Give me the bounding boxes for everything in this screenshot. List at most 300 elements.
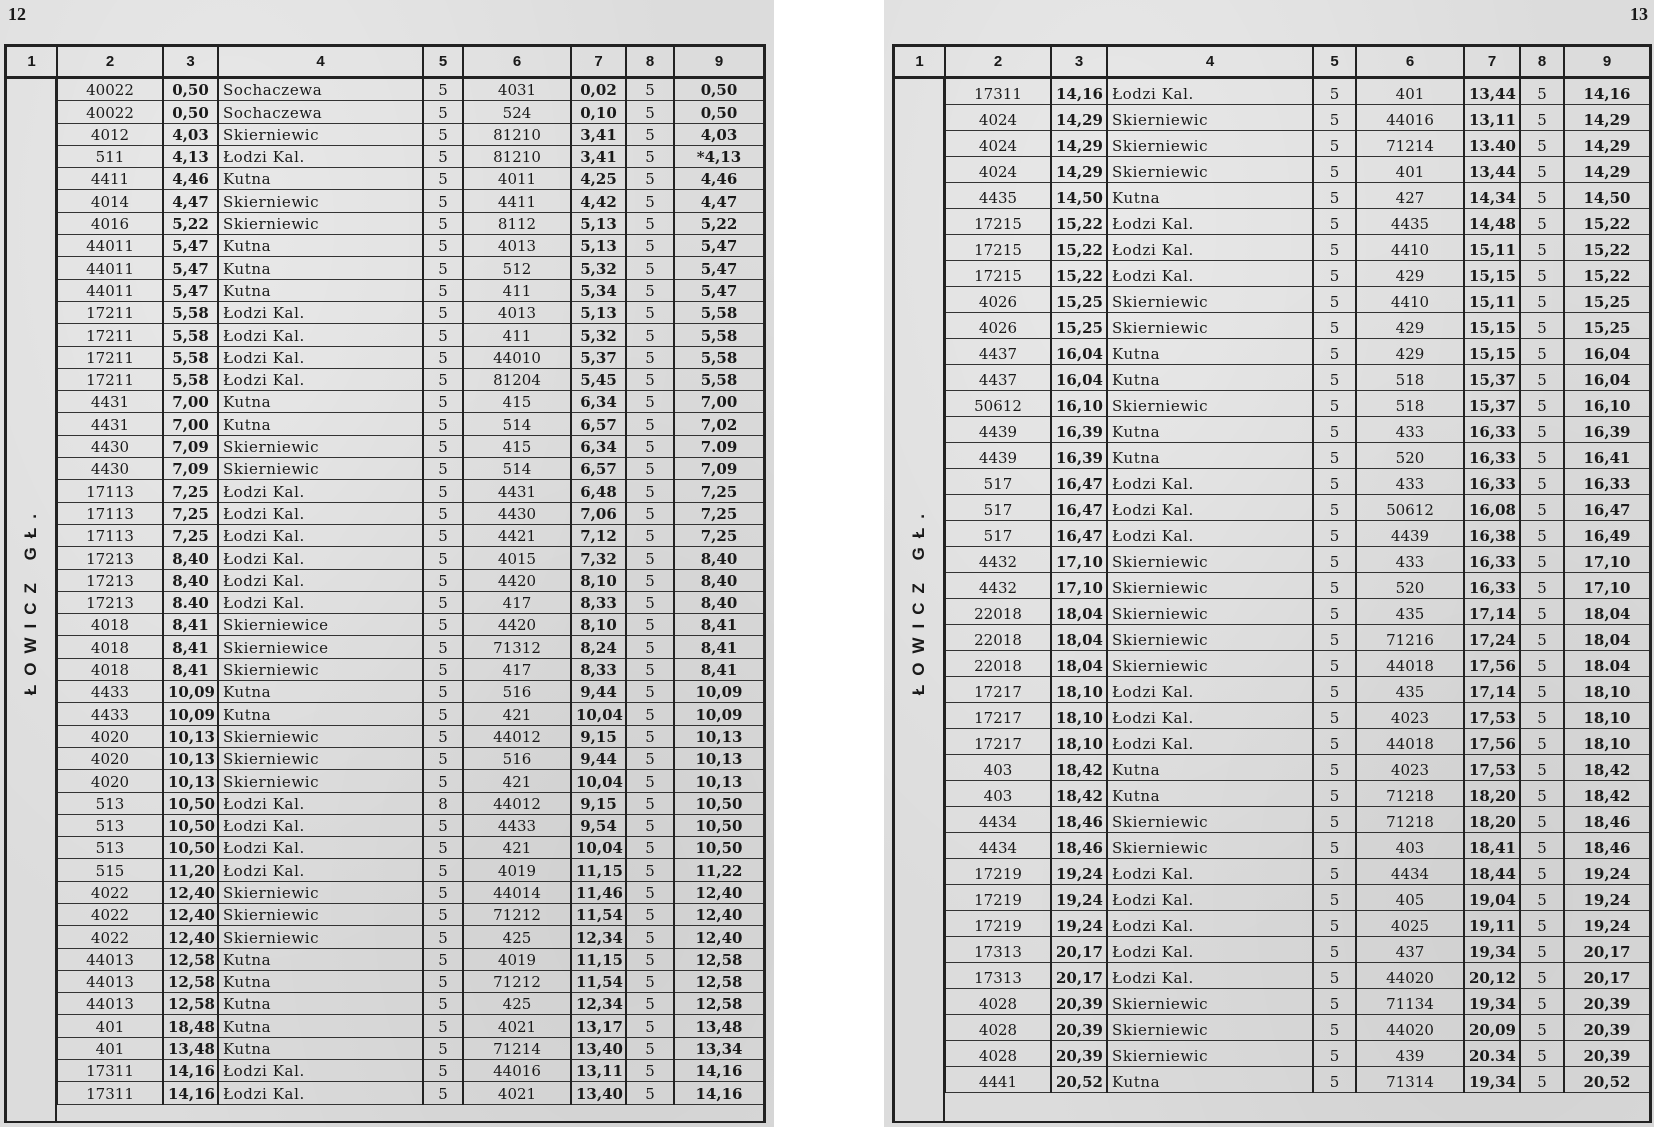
class-cell: 5 [626,569,674,591]
table-row [895,417,1649,443]
train-number-cell: 4433 [57,681,163,703]
class-cell: 5 [423,257,463,279]
arrival-time-cell: 10,04 [571,837,626,859]
train-number-cell: 4022 [57,903,163,925]
table-row [7,614,763,636]
connection-departure-cell: 14,29 [1564,105,1649,131]
departure-time-cell: 15,25 [1051,313,1107,339]
class-cell: 5 [423,279,463,301]
class-cell: 5 [423,770,463,792]
class-cell: 5 [1520,495,1564,521]
connection-departure-cell: 5,58 [674,324,763,346]
arrival-time-cell: 4,42 [571,190,626,212]
class-cell: 5 [1313,78,1356,105]
table-row [7,123,763,145]
connecting-train-cell: 4025 [1356,911,1464,937]
connecting-train-cell: 44018 [1356,729,1464,755]
train-number-cell: 4439 [945,417,1051,443]
table-row [895,911,1649,937]
class-cell: 5 [626,324,674,346]
class-cell: 5 [423,614,463,636]
train-number-cell: 4434 [945,807,1051,833]
class-cell: 5 [423,324,463,346]
column-header-7: 7 [571,47,626,78]
table-row [895,261,1649,287]
class-cell: 5 [1520,339,1564,365]
arrival-time-cell: 9,15 [571,725,626,747]
connecting-train-cell: 44016 [1356,105,1464,131]
connecting-train-cell: 520 [1356,443,1464,469]
train-number-cell: 517 [945,495,1051,521]
departure-time-cell: 20,52 [1051,1067,1107,1093]
table-row [895,677,1649,703]
class-cell: 5 [423,970,463,992]
connecting-train-cell: 4421 [463,524,571,546]
departure-time-cell: 16,39 [1051,443,1107,469]
arrival-time-cell: 10,04 [571,703,626,725]
connection-departure-cell: 16,47 [1564,495,1649,521]
table-row [7,1060,763,1082]
class-cell: 5 [1520,859,1564,885]
connection-departure-cell: 5,47 [674,279,763,301]
table-row [895,651,1649,677]
column-header-1: 1 [895,47,945,78]
departure-time-cell: 14,16 [1051,78,1107,105]
departure-time-cell: 18,04 [1051,599,1107,625]
departure-time-cell: 4,47 [163,190,218,212]
direction-cell: Kutna [218,1015,423,1037]
class-cell: 5 [1313,209,1356,235]
connection-departure-cell: 5,22 [674,212,763,234]
class-cell: 5 [626,948,674,970]
departure-time-cell: 18,10 [1051,677,1107,703]
table-row [7,725,763,747]
train-number-cell: 44013 [57,948,163,970]
class-cell: 5 [1313,677,1356,703]
direction-cell: Łodzi Kal. [218,368,423,390]
class-cell: 5 [423,926,463,948]
arrival-time-cell: 7,06 [571,502,626,524]
class-cell: 5 [626,1060,674,1082]
connection-departure-cell: 14,16 [1564,78,1649,105]
connection-departure-cell: 0,50 [674,101,763,123]
departure-time-cell: 15,22 [1051,235,1107,261]
column-header-2: 2 [57,47,163,78]
table-row [7,970,763,992]
table-row [7,658,763,680]
connecting-train-cell: 4013 [463,235,571,257]
arrival-time-cell: 5,45 [571,368,626,390]
station-name: ŁOWICZ GŁ. [21,504,40,696]
arrival-time-cell: 14,48 [1464,209,1520,235]
class-cell: 5 [1520,599,1564,625]
connection-departure-cell: 16,41 [1564,443,1649,469]
class-cell: 5 [423,123,463,145]
departure-time-cell: 16,04 [1051,339,1107,365]
table-row [7,524,763,546]
train-number-cell: 4024 [945,157,1051,183]
connecting-train-cell: 435 [1356,599,1464,625]
train-number-cell: 17213 [57,569,163,591]
class-cell: 5 [1313,859,1356,885]
class-cell: 5 [423,547,463,569]
table-row [895,781,1649,807]
connection-departure-cell: 4,46 [674,168,763,190]
class-cell: 5 [1520,807,1564,833]
connecting-train-cell: 437 [1356,937,1464,963]
class-cell: 5 [1520,78,1564,105]
class-cell: 5 [626,145,674,167]
column-header-8: 8 [626,47,674,78]
departure-time-cell: 8,41 [163,636,218,658]
train-number-cell: 17213 [57,591,163,613]
departure-time-cell: 20,17 [1051,963,1107,989]
train-number-cell: 4441 [945,1067,1051,1093]
class-cell: 5 [626,591,674,613]
direction-cell: Łodzi Kal. [218,547,423,569]
connection-departure-cell: 12,58 [674,948,763,970]
train-number-cell: 4437 [945,365,1051,391]
arrival-time-cell: 12,34 [571,926,626,948]
connection-departure-cell: 5,47 [674,257,763,279]
train-number-cell: 401 [57,1015,163,1037]
train-number-cell: 17215 [945,209,1051,235]
connecting-train-cell: 44010 [463,346,571,368]
train-number-cell: 4433 [57,703,163,725]
train-number-cell: 17219 [945,885,1051,911]
connection-departure-cell: 8,40 [674,547,763,569]
column-header-1: 1 [7,47,57,78]
arrival-time-cell: 5,32 [571,257,626,279]
arrival-time-cell: 14,34 [1464,183,1520,209]
arrival-time-cell: 13,11 [1464,105,1520,131]
class-cell: 5 [626,970,674,992]
train-number-cell: 4431 [57,413,163,435]
class-cell: 5 [423,78,463,101]
connecting-train-cell: 71134 [1356,989,1464,1015]
table-row [895,885,1649,911]
arrival-time-cell: 20.34 [1464,1041,1520,1067]
arrival-time-cell: 7,12 [571,524,626,546]
table-row [7,101,763,123]
class-cell: 5 [626,435,674,457]
departure-time-cell: 5,58 [163,301,218,323]
connection-departure-cell: 18,04 [1564,599,1649,625]
class-cell: 5 [1520,365,1564,391]
connection-departure-cell: 8,40 [674,569,763,591]
departure-time-cell: 19,24 [1051,911,1107,937]
table-row [7,703,763,725]
connecting-train-cell: 429 [1356,339,1464,365]
table-row [895,391,1649,417]
direction-cell: Skierniewic [218,458,423,480]
train-number-cell: 513 [57,837,163,859]
class-cell: 5 [423,480,463,502]
table-row [895,235,1649,261]
direction-cell: Łodzi Kal. [1107,703,1313,729]
departure-time-cell: 4,03 [163,123,218,145]
class-cell: 5 [1520,183,1564,209]
class-cell: 5 [1313,937,1356,963]
table-row [895,547,1649,573]
departure-time-cell: 20,39 [1051,1041,1107,1067]
page-number: 12 [8,4,26,24]
arrival-time-cell: 19,34 [1464,1067,1520,1093]
connection-departure-cell: 4,03 [674,123,763,145]
connecting-train-cell: 401 [1356,78,1464,105]
class-cell: 5 [1520,443,1564,469]
train-number-cell: 17215 [945,235,1051,261]
class-cell: 5 [1313,417,1356,443]
departure-time-cell: 4,46 [163,168,218,190]
direction-cell: Łodzi Kal. [1107,261,1313,287]
connection-departure-cell: 10,50 [674,814,763,836]
connection-departure-cell: 18,10 [1564,677,1649,703]
table-row [7,837,763,859]
connection-departure-cell: 20,17 [1564,963,1649,989]
train-number-cell: 44011 [57,257,163,279]
direction-cell: Skierniewic [218,725,423,747]
arrival-time-cell: 5,13 [571,301,626,323]
connecting-train-cell: 71214 [463,1037,571,1059]
direction-cell: Kutna [218,1037,423,1059]
departure-time-cell: 15,22 [1051,261,1107,287]
arrival-time-cell: 16,33 [1464,443,1520,469]
departure-time-cell: 12,58 [163,970,218,992]
departure-time-cell: 5,58 [163,368,218,390]
direction-cell: Łodzi Kal. [218,324,423,346]
class-cell: 5 [626,681,674,703]
class-cell: 5 [1313,131,1356,157]
connection-departure-cell: 7,25 [674,502,763,524]
arrival-time-cell: 6,57 [571,458,626,480]
arrival-time-cell: 4,25 [571,168,626,190]
train-number-cell: 4020 [57,725,163,747]
train-number-cell: 44011 [57,235,163,257]
table-row [895,131,1649,157]
train-number-cell: 17217 [945,703,1051,729]
arrival-time-cell: 17,56 [1464,729,1520,755]
direction-cell: Skierniewic [1107,105,1313,131]
connecting-train-cell: 4410 [1356,287,1464,313]
table-row [895,495,1649,521]
connection-departure-cell: 10,13 [674,747,763,769]
connection-departure-cell: 14,16 [674,1060,763,1082]
arrival-time-cell: 5,32 [571,324,626,346]
connection-departure-cell: 12,40 [674,881,763,903]
train-number-cell: 17213 [57,547,163,569]
class-cell: 5 [423,212,463,234]
train-number-cell: 4018 [57,658,163,680]
connection-departure-cell: 18.04 [1564,651,1649,677]
arrival-time-cell: 18,44 [1464,859,1520,885]
table-row [7,903,763,925]
direction-cell: Sochaczewa [218,78,423,101]
connection-departure-cell: 18,10 [1564,729,1649,755]
direction-cell: Łodzi Kal. [218,814,423,836]
arrival-time-cell: 15,15 [1464,313,1520,339]
connection-departure-cell: 15,22 [1564,209,1649,235]
departure-time-cell: 5,58 [163,346,218,368]
arrival-time-cell: 16,33 [1464,417,1520,443]
class-cell: 5 [423,101,463,123]
arrival-time-cell: 11,54 [571,903,626,925]
direction-cell: Łodzi Kal. [218,502,423,524]
direction-cell: Łodzi Kal. [218,591,423,613]
direction-cell: Łodzi Kal. [1107,885,1313,911]
connecting-train-cell: 4411 [463,190,571,212]
connecting-train-cell: 429 [1356,261,1464,287]
direction-cell: Łodzi Kal. [218,346,423,368]
direction-cell: Skierniewic [218,123,423,145]
connecting-train-cell: 4431 [463,480,571,502]
connecting-train-cell: 71214 [1356,131,1464,157]
arrival-time-cell: 15,37 [1464,365,1520,391]
departure-time-cell: 5,58 [163,324,218,346]
table-row [895,443,1649,469]
arrival-time-cell: 16,33 [1464,469,1520,495]
arrival-time-cell: 11,15 [571,948,626,970]
table-row [7,948,763,970]
class-cell: 5 [1520,235,1564,261]
departure-time-cell: 18,46 [1051,807,1107,833]
class-cell: 5 [1520,391,1564,417]
direction-cell: Sochaczewa [218,101,423,123]
train-number-cell: 44011 [57,279,163,301]
connecting-train-cell: 514 [463,458,571,480]
class-cell: 5 [626,279,674,301]
connection-departure-cell: 0,50 [674,78,763,101]
departure-time-cell: 10,50 [163,792,218,814]
connection-departure-cell: 16,10 [1564,391,1649,417]
column-header-4: 4 [1107,47,1313,78]
class-cell: 5 [626,502,674,524]
column-header-7: 7 [1464,47,1520,78]
table-row [7,145,763,167]
train-number-cell: 4020 [57,770,163,792]
table-row [7,636,763,658]
train-number-cell: 4437 [945,339,1051,365]
class-cell: 5 [423,703,463,725]
class-cell: 5 [626,190,674,212]
arrival-time-cell: 11,54 [571,970,626,992]
class-cell: 5 [423,502,463,524]
arrival-time-cell: 5,13 [571,235,626,257]
departure-time-cell: 16,04 [1051,365,1107,391]
departure-time-cell: 7,25 [163,502,218,524]
class-cell: 5 [423,235,463,257]
table-row [7,458,763,480]
direction-cell: Łodzi Kal. [218,859,423,881]
train-number-cell: 403 [945,781,1051,807]
connection-departure-cell: 7,25 [674,480,763,502]
direction-cell: Kutna [218,391,423,413]
connecting-train-cell: 403 [1356,833,1464,859]
departure-time-cell: 0,50 [163,101,218,123]
departure-time-cell: 5,47 [163,235,218,257]
class-cell: 5 [1313,521,1356,547]
connecting-train-cell: 4023 [1356,703,1464,729]
class-cell: 5 [423,435,463,457]
class-cell: 5 [423,658,463,680]
table-row [895,183,1649,209]
class-cell: 5 [423,391,463,413]
connecting-train-cell: 427 [1356,183,1464,209]
class-cell: 5 [1520,781,1564,807]
class-cell: 5 [1313,651,1356,677]
arrival-time-cell: 16,33 [1464,573,1520,599]
connection-departure-cell: 16,33 [1564,469,1649,495]
train-number-cell: 4028 [945,989,1051,1015]
direction-cell: Kutna [1107,443,1313,469]
column-header-6: 6 [1356,47,1464,78]
connection-departure-cell: 7,25 [674,524,763,546]
table-row [895,937,1649,963]
connecting-train-cell: 421 [463,837,571,859]
arrival-time-cell: 15,11 [1464,287,1520,313]
connection-departure-cell: 8,41 [674,614,763,636]
departure-time-cell: 14,29 [1051,131,1107,157]
direction-cell: Skierniewic [1107,287,1313,313]
table-row [7,502,763,524]
class-cell: 5 [1313,365,1356,391]
connection-departure-cell: 15,25 [1564,287,1649,313]
direction-cell: Skierniewic [1107,313,1313,339]
connecting-train-cell: 81204 [463,368,571,390]
arrival-time-cell: 12,34 [571,993,626,1015]
connecting-train-cell: 8112 [463,212,571,234]
table-row [895,755,1649,781]
class-cell: 5 [1313,833,1356,859]
departure-time-cell: 18,42 [1051,781,1107,807]
arrival-time-cell: 16,08 [1464,495,1520,521]
table-row [7,257,763,279]
departure-time-cell: 18,04 [1051,625,1107,651]
train-number-cell: 4431 [57,391,163,413]
connection-departure-cell: 18,42 [1564,781,1649,807]
arrival-time-cell: 17,14 [1464,677,1520,703]
table-row [7,324,763,346]
connecting-train-cell: 71216 [1356,625,1464,651]
table-row [895,313,1649,339]
table-row [7,993,763,1015]
train-number-cell: 4028 [945,1041,1051,1067]
class-cell: 5 [1520,937,1564,963]
table-row [7,792,763,814]
connection-departure-cell: 12,40 [674,926,763,948]
arrival-time-cell: 19,04 [1464,885,1520,911]
table-row [895,339,1649,365]
connecting-train-cell: 4031 [463,78,571,101]
arrival-time-cell: 8,33 [571,591,626,613]
train-number-cell: 4024 [945,131,1051,157]
station-label [895,79,945,1121]
train-number-cell: 17113 [57,480,163,502]
train-number-cell: 17313 [945,937,1051,963]
class-cell: 5 [1520,1067,1564,1093]
column-header-5: 5 [1313,47,1356,78]
connecting-train-cell: 4435 [1356,209,1464,235]
direction-cell: Skierniewic [1107,157,1313,183]
connection-departure-cell: 17,10 [1564,573,1649,599]
train-number-cell: 4014 [57,190,163,212]
connection-departure-cell: 15,25 [1564,313,1649,339]
class-cell: 5 [423,190,463,212]
train-number-cell: 17211 [57,346,163,368]
connection-departure-cell: 16,04 [1564,339,1649,365]
table-row [895,625,1649,651]
arrival-time-cell: 9,44 [571,747,626,769]
